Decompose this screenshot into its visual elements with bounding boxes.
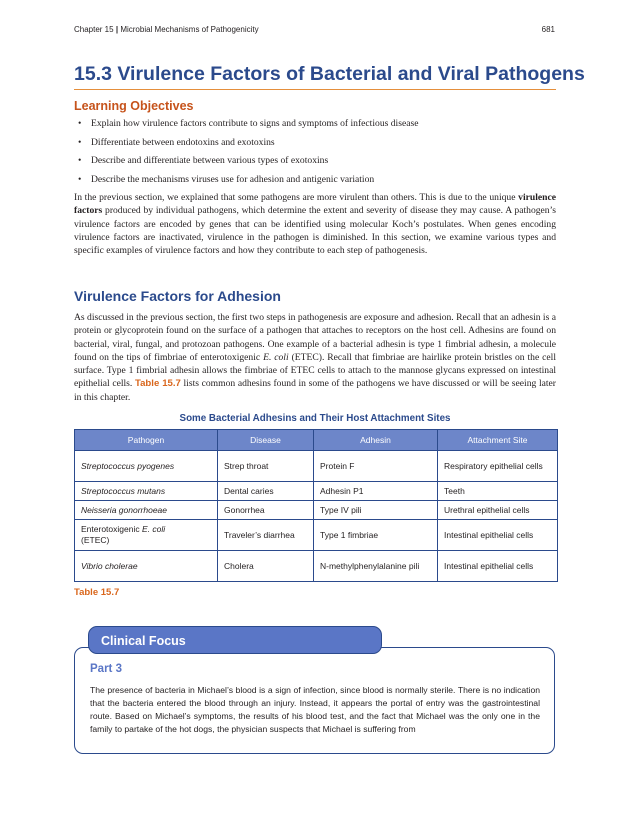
title-underline <box>74 89 556 90</box>
disease-cell: Gonorrhea <box>218 501 314 520</box>
site-cell: Intestinal epithelial cells <box>438 520 558 551</box>
adhesin-cell: Type IV pili <box>314 501 438 520</box>
site-cell: Respiratory epithelial cells <box>438 451 558 482</box>
key-term-virulence-factors: virulence factors <box>74 192 556 217</box>
bullet-icon: • <box>78 155 82 166</box>
clinical-focus-part-heading: Part 3 <box>90 663 122 675</box>
pathogen-cell: Enterotoxigenic E. coli (ETEC) <box>75 520 218 551</box>
site-cell: Teeth <box>438 482 558 501</box>
site-cell: Intestinal epithelial cells <box>438 551 558 582</box>
bullet-icon: • <box>78 173 82 185</box>
adhesion-section-heading: Virulence Factors for Adhesion <box>74 288 281 304</box>
pathogen-cell: Streptococcus mutans <box>75 482 218 501</box>
column-header: Pathogen <box>75 430 218 451</box>
chapter-title: Microbial Mechanisms of Pathogenicity <box>120 25 259 34</box>
adhesin-cell: N-methylphenylalanine pili <box>314 551 438 582</box>
adhesins-table <box>74 429 558 582</box>
learning-objectives-heading: Learning Objectives <box>74 99 194 113</box>
pathogen-cell: Streptococcus pyogenes <box>75 451 218 482</box>
running-head-chapter <box>74 25 259 34</box>
clinical-focus-tab: Clinical Focus <box>88 626 382 654</box>
italic-term: E. coli <box>263 351 289 363</box>
chapter-number: Chapter 15 <box>74 25 114 34</box>
header-separator: | <box>115 25 119 34</box>
disease-cell: Traveler’s diarrhea <box>218 520 314 551</box>
objective-item: • Describe the mechanisms viruses use for adhesion and antigenic variation <box>74 171 556 190</box>
disease-cell: Dental caries <box>218 482 314 501</box>
bullet-icon: • <box>78 136 82 148</box>
disease-cell: Cholera <box>218 551 314 582</box>
table-reference-link[interactable]: Table 15.7 <box>134 378 181 390</box>
running-head <box>74 25 555 37</box>
table-row <box>75 551 558 582</box>
adhesin-cell: Type 1 fimbriae <box>314 520 438 551</box>
objective-item: • Explain how virulence factors contribute to signs and symptoms of infectious disease <box>74 115 556 134</box>
objective-item: • Differentiate between endotoxins and exotoxins <box>74 134 556 153</box>
objective-item: • Describe and differentiate between various types of exotoxins <box>74 152 556 171</box>
table-caption: Some Bacterial Adhesins and Their Host Attachment Sites <box>179 413 451 424</box>
table-row <box>75 520 558 551</box>
disease-cell: Strep throat <box>218 451 314 482</box>
adhesin-cell: Protein F <box>314 451 438 482</box>
intro-paragraph: In the previous section, we explained that some pathogens are more virulent than others. This is due to the unique virulence factors produced by individual pathogens, which determine the extent and severity of disease they may cause. A pathogen’s virulence factors are encoded by genes that can be identified using molecular Koch’s postulates. When genes encoding virulence factors are inactivated, virulence in the pathogen is diminished. In this section, we examine various types and specific examples of virulence factors and how they contribute to each step of pathogenesis. <box>74 192 556 256</box>
column-header: Disease <box>218 430 314 451</box>
site-cell: Urethral epithelial cells <box>438 501 558 520</box>
adhesion-paragraph: As discussed in the previous section, the first two steps in pathogenesis are exposure and adhesion. Recall that an adhesin is a protein or glycoprotein found on the surface of a pathogen that attaches to receptors on the host cell. Adhesins are found on bacterial, viral, fungal, and protozoan pathogens. One example of a bacterial adhesin is type 1 fimbrial adhesin, a molecule found on the tips of fimbriae of enterotoxigenic E. coli (ETEC). Recall that fimbriae are hairlike protein bristles on the cell surface. Type 1 fimbrial adhesin allows the fimbriae of ETEC cells to attach to the mannose glycans expressed on intestinal epithelial cells. Table 15.7 lists common adhesins found in some of the pathogens we have discussed or will be seeing later in this chapter. <box>74 312 556 403</box>
pathogen-cell: Vibrio cholerae <box>75 551 218 582</box>
clinical-focus-text: The presence of bacteria in Michael’s blood is a sign of infection, since blood is normally sterile. There is no indication that the bacteria entered the blood through an injury. Instead, it appears the portal of entry was the gastrointestinal route. Based on Michael’s symptoms, the results of his blood test, and the fact that Michael was the only one in the family to partake of the hot dogs, the physician suspects that Michael is suffering from <box>90 685 540 734</box>
table-row <box>75 451 558 482</box>
column-header: Attachment Site <box>438 430 558 451</box>
table-row <box>75 501 558 520</box>
learning-objectives-list <box>74 115 556 189</box>
column-header: Adhesin <box>314 430 438 451</box>
adhesin-cell: Adhesin P1 <box>314 482 438 501</box>
table-row <box>75 482 558 501</box>
pathogen-cell: Neisseria gonorrhoeae <box>75 501 218 520</box>
table-label: Table 15.7 <box>74 587 120 598</box>
table-header-row <box>75 430 558 451</box>
page-number: 681 <box>541 25 555 34</box>
section-title: 15.3 Virulence Factors of Bacterial and Viral Pathogens <box>74 63 585 85</box>
bullet-icon: • <box>78 118 82 129</box>
